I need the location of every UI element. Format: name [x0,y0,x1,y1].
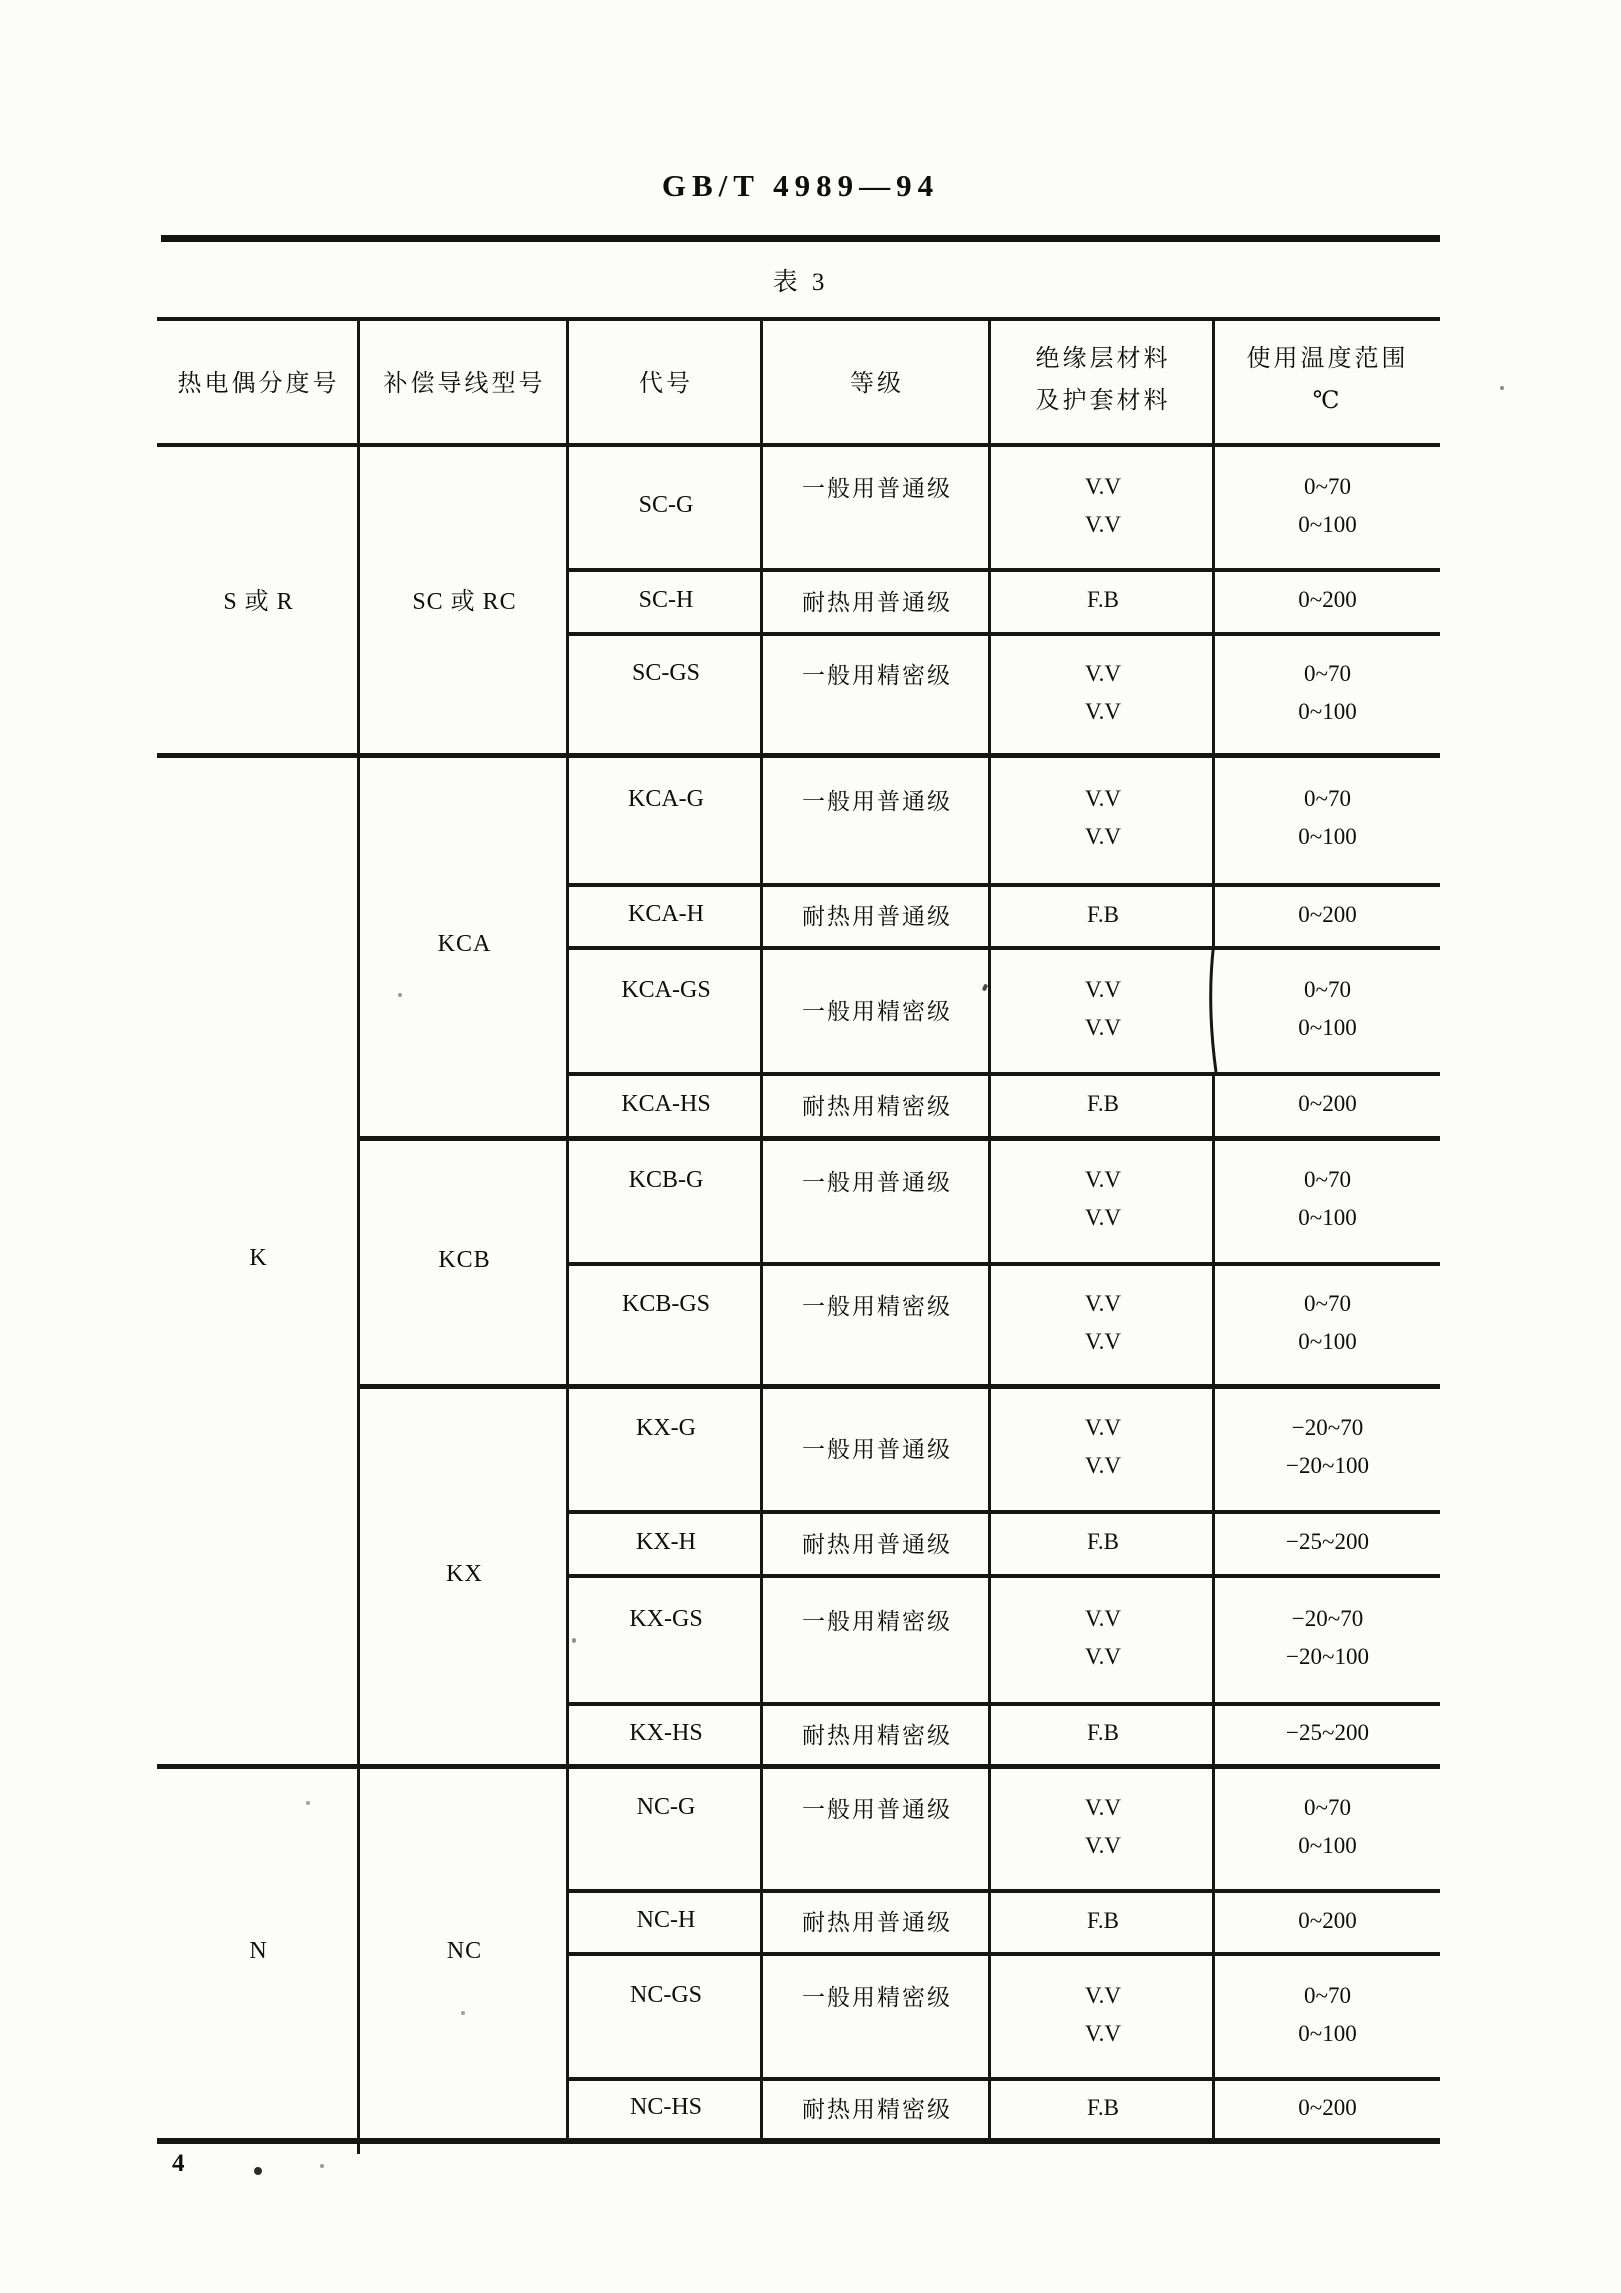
row-temps: −20~70 −20~100 [1286,1415,1369,1478]
table-row-kca-gs [569,946,1440,1072]
row-temps: 0~70 0~100 [1298,473,1357,537]
scan-speck [398,993,402,997]
table-row-kcb-gs [569,1262,1440,1384]
row-temps: −25~200 [1286,1720,1369,1745]
row-temps: 0~70 0~100 [1298,977,1357,1040]
table-row-nc-hs [569,2077,1440,2138]
row-grade: 一般用精密级 [802,1985,952,2010]
row-materials: V.V V.V [1084,786,1121,849]
row-code: SC-GS [631,660,701,686]
header-material-line2: 及护套材料 [1035,388,1171,414]
row-code: NC-HS [629,2094,702,2120]
row-temps: 0~70 0~100 [1298,1167,1357,1230]
table-row-sc-h [569,568,1440,632]
group-model-kcb: KCB [438,1246,491,1273]
row-materials: F.B [1086,901,1120,927]
row-temps: 0~200 [1298,587,1357,612]
table-row-kx-h [569,1510,1440,1574]
header-temp-unit: ℃ [1312,388,1343,414]
row-temps: 0~70 0~100 [1298,1794,1357,1858]
row-materials: F.B [1086,1529,1120,1554]
header-code: 代号 [639,370,693,397]
row-code: KX-HS [629,1719,703,1746]
row-grade: 耐热用普通级 [802,589,952,615]
group-label-s-r: S 或 R [223,588,294,615]
table-row-sc-g [569,443,1440,568]
row-materials: V.V V.V [1084,660,1121,724]
row-materials: F.B [1086,1091,1120,1116]
table-caption: 表 3 [772,269,829,296]
row-grade: 耐热用精密级 [802,1093,952,1119]
scan-speck [572,1638,576,1643]
table-row-nc-gs [569,1952,1440,2077]
row-materials: V.V V.V [1084,473,1121,537]
row-grade: 耐热用普通级 [802,1910,952,1935]
row-grade: 一般用普通级 [802,1169,952,1195]
row-temps: 0~200 [1298,1091,1357,1116]
row-materials: V.V V.V [1084,1291,1121,1354]
row-materials: V.V V.V [1084,1167,1121,1230]
page-number: 4 [172,2150,185,2177]
row-code: NC-G [636,1794,696,1820]
row-materials: V.V V.V [1084,1982,1121,2046]
table-row-nc-h [569,1889,1440,1952]
row-code: KCA-H [628,901,704,927]
row-materials: F.B [1086,1720,1120,1745]
row-materials: V.V V.V [1084,977,1121,1040]
scan-speck [254,2167,262,2175]
row-code: KX-GS [629,1605,703,1632]
group-model-nc: NC [446,1937,483,1964]
row-materials: F.B [1086,2094,1120,2120]
standard-code-title: GB/T 4989—94 [661,168,940,203]
row-materials: V.V V.V [1084,1794,1121,1858]
header-grade: 等级 [850,370,904,397]
row-code: KCA-G [628,785,704,812]
row-materials: V.V V.V [1084,1606,1121,1669]
row-grade: 一般用精密级 [802,663,952,688]
row-code: SC-H [638,586,694,613]
group-model-kx: KX [446,1560,483,1587]
header-temp-line1: 使用温度范围 [1246,346,1409,372]
table-row-kca-hs [569,1072,1440,1136]
row-temps: 0~200 [1298,1907,1357,1933]
row-grade: 一般用普通级 [802,476,952,501]
row-code: KCA-HS [621,1090,711,1117]
header-temp-range [1215,317,1440,443]
row-grade: 耐热用普通级 [802,904,952,929]
row-grade: 一般用普通级 [802,1797,952,1822]
row-code: KCB-GS [621,1290,711,1317]
row-grade: 耐热用精密级 [802,2097,952,2122]
row-code: SC-G [638,492,694,518]
row-materials: F.B [1086,587,1120,612]
group-label-k: K [249,1245,268,1271]
row-temps: −20~70 −20~100 [1286,1606,1369,1669]
scan-speck [461,2011,465,2015]
title-rule-line [161,235,1440,242]
row-temps: 0~70 0~100 [1298,1982,1357,2046]
compensating-wire-table [157,317,1440,2138]
row-temps: 0~70 0~100 [1298,1291,1357,1354]
row-code: KX-H [636,1528,696,1555]
table-row-nc-g [569,1764,1440,1889]
row-materials: V.V V.V [1084,1415,1121,1478]
table-row-kcb-g [569,1136,1440,1262]
table-row-kca-g [569,753,1440,883]
table-row-kca-h [569,883,1440,946]
header-material [991,317,1215,443]
row-grade: 一般用普通级 [802,1436,952,1462]
row-code: NC-H [636,1907,696,1933]
header-thermocouple: 热电偶分度号 [177,370,340,397]
group-label-n: N [249,1937,268,1964]
row-materials: F.B [1086,1907,1120,1933]
scan-speck [1500,386,1504,390]
row-code: KX-G [636,1414,696,1441]
table-header-row [157,317,1440,443]
table-row-kx-gs [569,1574,1440,1702]
row-grade: 一般用精密级 [802,1608,952,1634]
row-temps: 0~200 [1298,901,1357,927]
row-temps: −25~200 [1286,1529,1369,1554]
header-material-line1: 绝缘层材料 [1035,346,1171,372]
row-temps: 0~70 0~100 [1298,660,1357,724]
row-grade: 一般用精密级 [802,1293,952,1319]
group-model-kca: KCA [437,931,492,957]
table-row-kx-hs [569,1702,1440,1764]
header-wire-model: 补偿导线型号 [383,370,546,397]
row-temps: 0~200 [1298,2094,1357,2120]
row-code: KCB-G [628,1166,704,1193]
row-grade: 耐热用精密级 [802,1722,952,1748]
row-code: KCA-GS [621,976,711,1003]
row-grade: 一般用普通级 [802,788,952,814]
row-code: NC-GS [629,1982,702,2008]
row-grade: 耐热用普通级 [802,1531,952,1557]
group-model-sc-rc: SC 或 RC [412,588,517,615]
table-row-sc-gs [569,632,1440,753]
row-grade: 一般用精密级 [802,998,952,1024]
scan-speck [306,1801,310,1805]
table-bottom-border [157,2138,1440,2144]
scan-speck [320,2164,324,2168]
row-temps: 0~70 0~100 [1298,786,1357,849]
table-row-kx-g [569,1384,1440,1510]
